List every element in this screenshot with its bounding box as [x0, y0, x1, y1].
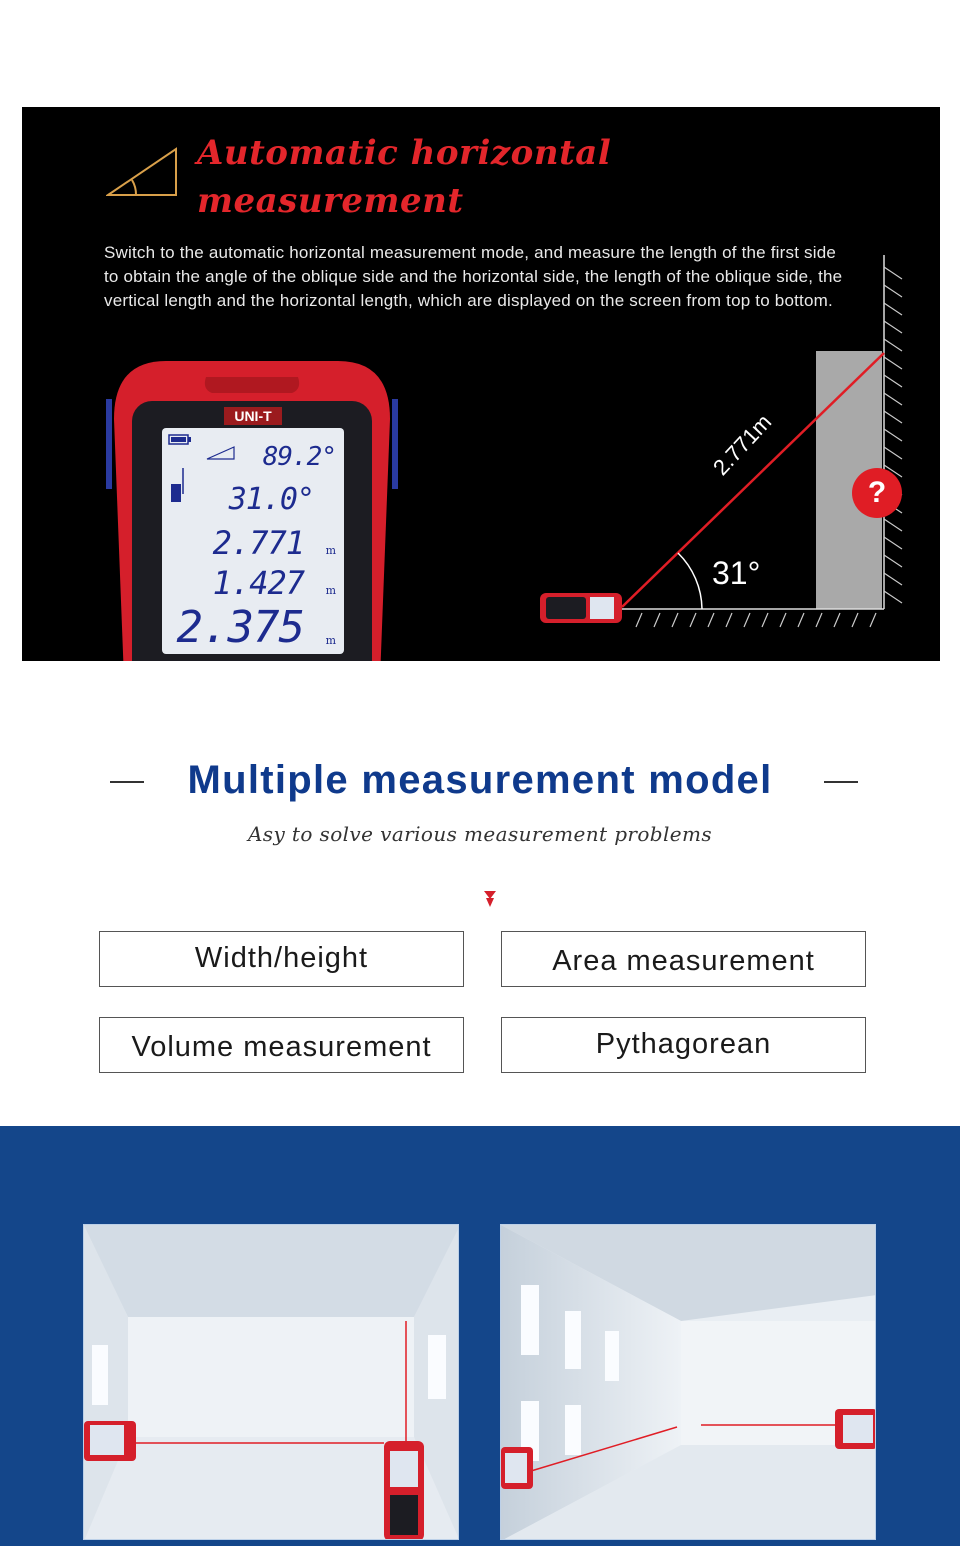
mode-area-measurement[interactable]: Area measurement: [501, 931, 866, 987]
display-unit-3: m: [325, 634, 336, 647]
heading-dash-right: [824, 781, 858, 783]
reference-icon: [170, 464, 186, 504]
help-badge: ?: [852, 468, 902, 518]
feature-panel: [22, 107, 940, 661]
horizontal-mode-icon: [206, 446, 236, 460]
device-screen: [162, 428, 344, 654]
brand-logo: UNI-T: [224, 407, 282, 425]
display-angle: 31.0°: [228, 482, 314, 517]
room-illustration-width: [83, 1224, 459, 1540]
mode-width-height[interactable]: Width/height: [99, 931, 464, 987]
display-line-1: 2.771: [212, 524, 304, 562]
mode-pythagorean[interactable]: Pythagorean: [501, 1017, 866, 1073]
angle-label: 31°: [712, 555, 761, 591]
section-subheading: Asy to solve various measurement problems: [247, 822, 713, 846]
feature-title: Automatic horizontal measurement: [197, 133, 612, 221]
section-heading: Multiple measurement model: [187, 758, 773, 802]
display-line-2: 1.427: [212, 564, 304, 602]
feature-description: Switch to the automatic horizontal measurement mode, and measure the length of the first side to obtain the angle of the oblique side and the horizontal side, the length of the oblique side, the vertical length and the horizontal length, which are displayed on the screen from top to bottom.: [104, 243, 843, 310]
display-angle-top: 89.2°: [262, 442, 336, 472]
display-unit-1: m: [325, 544, 336, 557]
display-line-3: 2.375: [176, 602, 304, 653]
mode-volume-measurement[interactable]: Volume measurement: [99, 1017, 464, 1073]
heading-dash-left: [110, 781, 144, 783]
triangle-angle-icon: [106, 145, 180, 199]
display-unit-2: m: [325, 584, 336, 597]
room-illustration-area: [500, 1224, 876, 1540]
hypotenuse-label: 2.771m: [708, 409, 777, 481]
arrow-down-icon: [482, 890, 498, 908]
battery-icon: [168, 434, 192, 446]
